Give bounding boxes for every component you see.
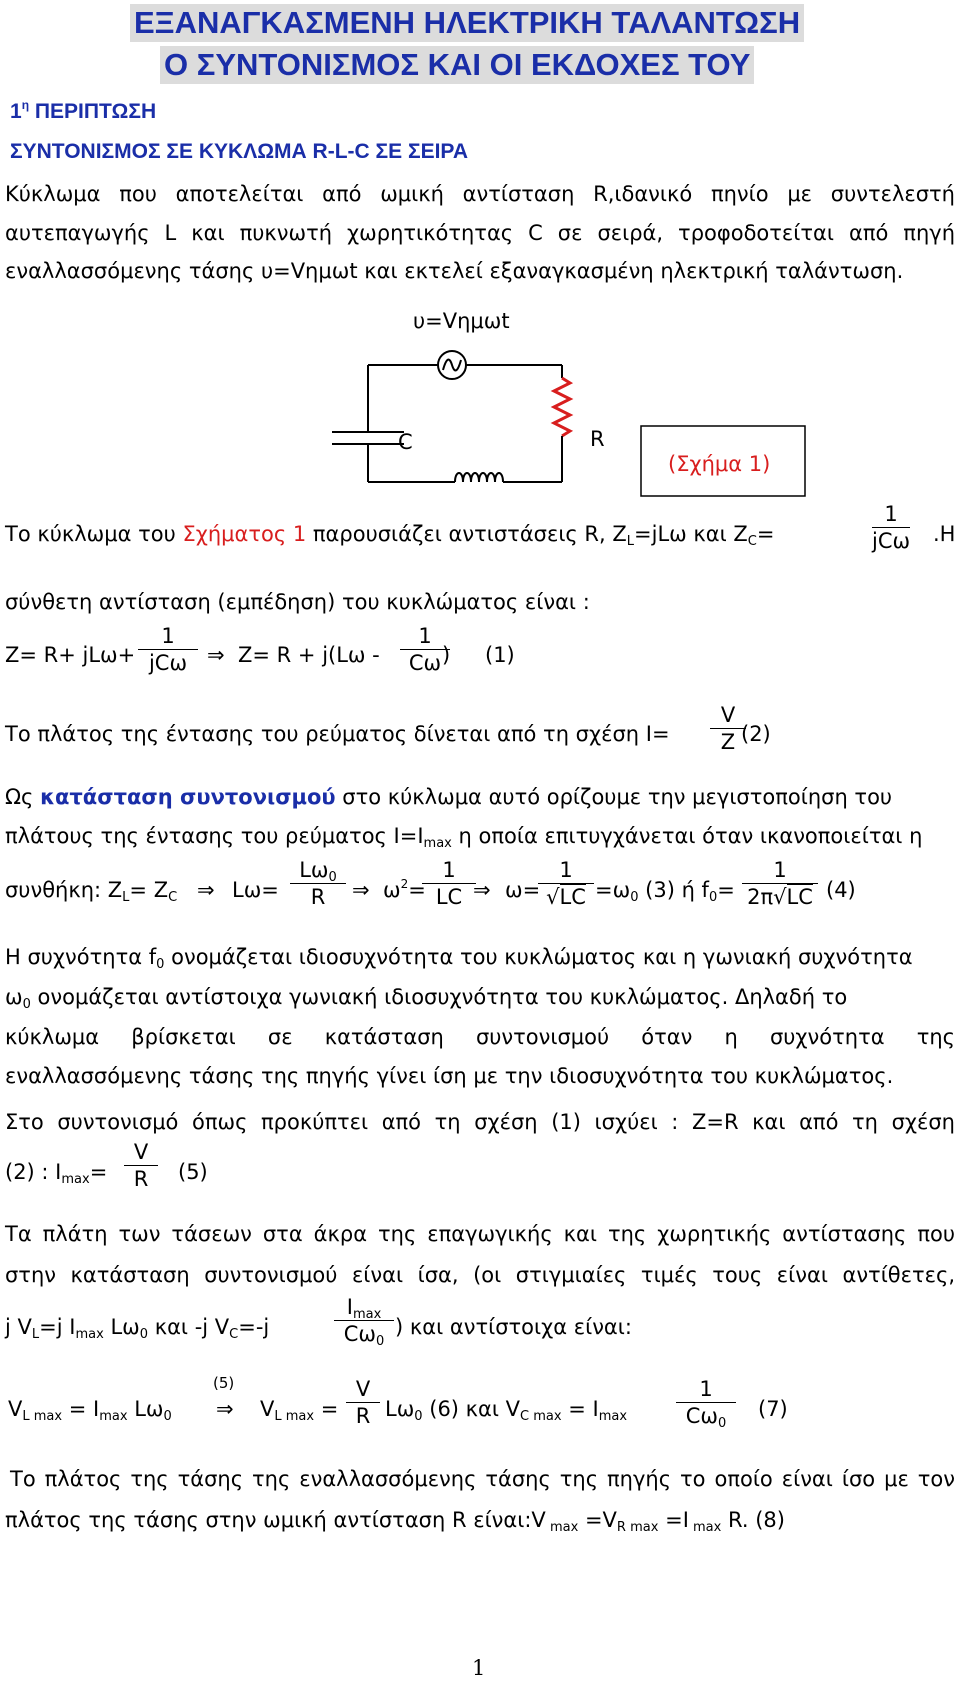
implies-icon: ⇒ bbox=[352, 878, 370, 902]
voltage-amp-line-3b: ) και αντίστοιχα είναι: bbox=[395, 1315, 632, 1339]
eq1-middle: Z= R + j(Lω - bbox=[238, 643, 380, 667]
impedance-line-1: Το κύκλωμα του Σχήματος 1 παρουσιάζει αντιστάσεις R, $Z_L=jL\omega$ και $Z_C=$ bbox=[5, 522, 775, 549]
source-amp-line-1: Το πλάτος της τάσης της εναλλασσόμενης τάσης της πηγής το οποίο είναι ίσο με τον bbox=[10, 1467, 955, 1491]
voltage-amp-line-2: στην κατάσταση συντονισμού είναι ίσα, (οι στιγμιαίες τιμές τους είναι αντίθετες, bbox=[5, 1263, 955, 1287]
eq-vc-fraction: $I_{max}$ $C\omega_0$ bbox=[334, 1295, 394, 1346]
intro-line-1: Κύκλωμα που αποτελείται από ωμική αντίσταση R,ιδανικό πηνίο με συντελεστή bbox=[5, 182, 955, 206]
intro-line-2: αυτεπαγωγής L και πυκνωτή χωρητικότητας C σε σειρά, τροφοδοτείται από πηγή bbox=[5, 221, 955, 245]
eq6-left: $V_{L max} = I_{max}$ $L\omega_0$ bbox=[8, 1397, 172, 1424]
intro-line-3: εναλλασσόμενης τάσης υ=Vημωt και εκτελεί εξαναγκασμένη ηλεκτρική ταλάντωση. bbox=[5, 259, 904, 283]
title-line-2: Ο ΣΥΝΤΟΝΙΣΜΟΣ ΚΑΙ ΟΙ ΕΚΔΟΧΕΣ ΤΟΥ bbox=[160, 46, 754, 84]
resistor-icon bbox=[554, 378, 570, 436]
resonance-def-line-1: Ως κατάσταση συντονισμού στο κύκλωμα αυτό ορίζουμε την μεγιστοποίηση του bbox=[5, 785, 893, 809]
eq1-left: Z= R+ jLω+ bbox=[5, 643, 136, 667]
implies-icon: ⇒ bbox=[473, 878, 491, 902]
eq1-fraction-1: 1 jCω bbox=[138, 624, 198, 675]
resistor-label: R bbox=[590, 427, 605, 451]
eq2-number: (2) bbox=[741, 722, 771, 746]
source-label: υ=Vημωt bbox=[413, 309, 510, 333]
eq3-fraction-3: 1 √LC bbox=[538, 858, 594, 909]
eq5-fraction: V R bbox=[124, 1140, 158, 1191]
eq3-lw: Lω= bbox=[232, 878, 279, 902]
zc-fraction: 1 jCω bbox=[872, 502, 911, 553]
title-line-1: ΕΞΑΝΑΓΚΑΣΜΕΝΗ ΗΛΕΚΤΡΙΚΗ ΤΑΛΑΝΤΩΣΗ bbox=[130, 4, 804, 42]
natural-freq-line-1: Η συχνότητα $f_0$ ονομάζεται ιδιοσυχνότητα του κυκλώματος και η γωνιακή συχνότητα bbox=[5, 945, 913, 972]
eq5-left: (2) : $I_{max}=$ bbox=[5, 1160, 108, 1187]
implies-icon: ⇒ bbox=[216, 1397, 234, 1421]
eq3-omega-sq: $\omega^2=$ bbox=[383, 877, 426, 902]
circuit-diagram bbox=[320, 340, 620, 500]
eq3-fraction-2: 1 LC bbox=[422, 858, 476, 909]
eq3-result: $=\omega_0$ (3) ή $f_0=$ bbox=[595, 878, 735, 905]
eq2-text: Το πλάτος της έντασης του ρεύματος δίνεται από τη σχέση I= bbox=[5, 722, 670, 746]
voltage-amp-line-3a: j $V_L=j$ $I_{max}$ $L\omega_0$ και -j $V_C=-j$ bbox=[5, 1315, 270, 1342]
resonance-def-line-2: πλάτους της έντασης του ρεύματος $I=I_{max}$ η οποία επιτυγχάνεται όταν ικανοποιείται η bbox=[5, 824, 923, 851]
impedance-line-2: σύνθετη αντίσταση (εμπέδηση) του κυκλώματος είναι : bbox=[5, 590, 590, 614]
natural-freq-line-4: εναλλασσόμενης τάσης της πηγής γίνει ίση με την ιδιοσυχνότητα του κυκλώματος. bbox=[5, 1064, 894, 1088]
eq6-vl: $V_{L max}$ = bbox=[260, 1397, 339, 1424]
implies-icon: ⇒ bbox=[207, 643, 225, 667]
eq6-ref: (5) bbox=[213, 1374, 235, 1392]
natural-freq-line-2: $\omega_0$ ονομάζεται αντίστοιχα γωνιακή ιδιοσυχνότητα του κυκλώματος. Δηλαδή το bbox=[5, 985, 848, 1012]
eq6-fraction: V R bbox=[346, 1377, 380, 1428]
capacitor-label: C bbox=[398, 430, 413, 454]
eq3-omega: ω= bbox=[505, 878, 541, 902]
eq4-fraction: 1 2π√LC bbox=[742, 858, 818, 909]
caption-box bbox=[640, 425, 806, 497]
inductor-icon bbox=[455, 473, 503, 482]
eq3-condition: συνθήκη: $Z_L= Z_C$ bbox=[5, 878, 178, 905]
case-heading: $1^\eta$ ΠΕΡΙΠΤΩΣΗ bbox=[10, 98, 157, 123]
eq1-number: (1) bbox=[485, 643, 515, 667]
eq1-close: ) bbox=[442, 643, 451, 667]
natural-freq-line-3: κύκλωμα βρίσκεται σε κατάσταση συντονισμού όταν η συχνότητα της bbox=[5, 1025, 955, 1049]
voltage-amp-line-1: Τα πλάτη των τάσεων στα άκρα της επαγωγικής και της χωρητικής αντίστασης που bbox=[5, 1222, 955, 1246]
eq5-number: (5) bbox=[178, 1160, 208, 1184]
eq3-fraction-1: $L\omega_0$ R bbox=[290, 858, 346, 909]
figure-caption: (Σχήμα 1) bbox=[668, 452, 771, 476]
implies-icon: ⇒ bbox=[197, 878, 215, 902]
eq7-fraction: 1 $C\omega_0$ bbox=[676, 1377, 736, 1428]
source-amp-line-2: πλάτος της τάσης στην ωμική αντίσταση R είναι:V $_{max} =V_{R max} =I$ $_{max}$ R. (8) bbox=[5, 1508, 785, 1535]
resonance-result-line: Στο συντονισμό όπως προκύπτει από τη σχέση (1) ισχύει : Z=R και από τη σχέση bbox=[5, 1110, 955, 1134]
page-number: 1 bbox=[472, 1656, 486, 1680]
eq1-fraction-2: 1 Cω bbox=[400, 624, 450, 675]
eq2-fraction: V Z bbox=[710, 703, 746, 754]
impedance-line-1-end: .Η bbox=[933, 522, 956, 546]
eq4-number: (4) bbox=[826, 878, 856, 902]
eq7-number: (7) bbox=[758, 1397, 788, 1421]
section-heading: ΣΥΝΤΟΝΙΣΜΟΣ ΣΕ ΚΥΚΛΩΜΑ R-L-C ΣΕ ΣΕΙΡΑ bbox=[10, 140, 469, 163]
eq6-right: $L\omega_0$ (6) και $V_{C max} = I_{max}$ bbox=[385, 1397, 628, 1424]
